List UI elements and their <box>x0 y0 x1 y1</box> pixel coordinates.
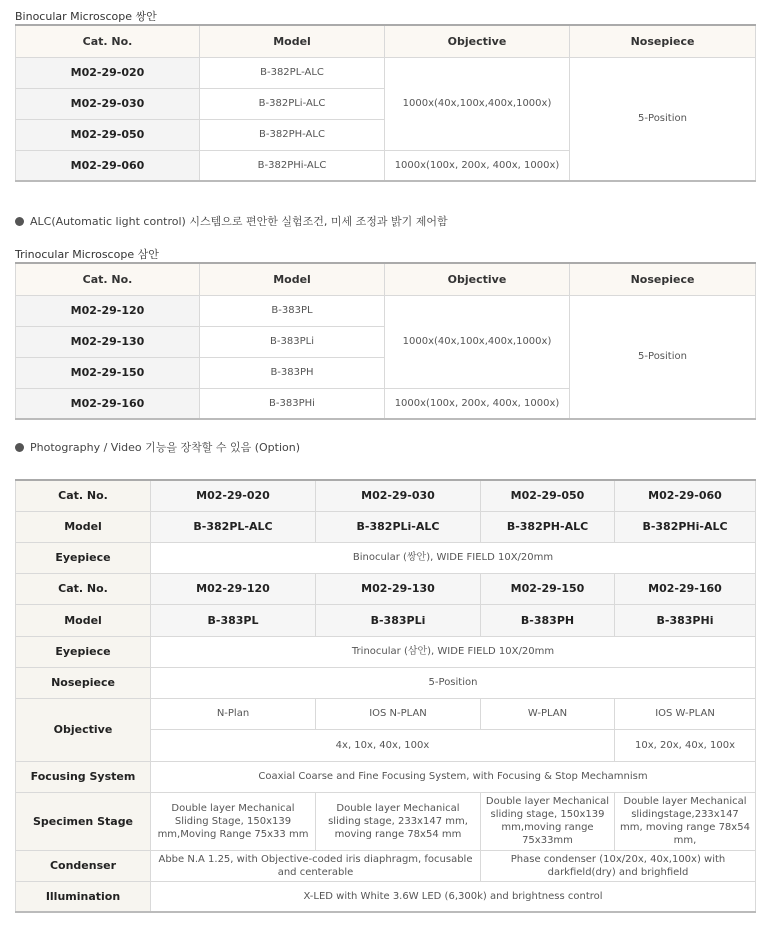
condenser-cell: Phase condenser (10x/20x, 40x,100x) with darkfield(dry) and brighfield <box>481 850 756 881</box>
nosepiece-cell: 5-Position <box>570 57 756 181</box>
objective-cell: 1000x(40x,100x,400x,1000x) <box>385 57 570 150</box>
stage-cell: Double layer Mechanical sliding stage, 150x139 mm,moving range 75x33mm <box>481 792 615 850</box>
photo-note <box>15 439 300 455</box>
cat-no-cell: M02-29-050 <box>481 480 615 511</box>
nosepiece-cell: 5-Position <box>570 295 756 419</box>
header-objective: Objective <box>385 25 570 57</box>
objective-mag-cell: 10x, 20x, 40x, 100x <box>615 729 756 761</box>
label-nosepiece: Nosepiece <box>16 667 151 698</box>
spec-table <box>15 479 756 913</box>
label-cat-no: Cat. No. <box>16 573 151 604</box>
label-specimen-stage: Specimen Stage <box>16 792 151 850</box>
model-cell: B-382PH-ALC <box>481 511 615 542</box>
header-cat-no: Cat. No. <box>16 25 200 57</box>
label-illumination: Illumination <box>16 881 151 912</box>
objective-type-cell: IOS W-PLAN <box>615 698 756 729</box>
model-cell: B-382PHi-ALC <box>615 511 756 542</box>
alc-note <box>15 213 448 229</box>
objective-cell: 1000x(100x, 200x, 400x, 1000x) <box>385 388 570 419</box>
trinocular-title: Trinocular Microscope 삼안 <box>15 248 159 261</box>
label-condenser: Condenser <box>16 850 151 881</box>
cat-no-cell: M02-29-160 <box>615 573 756 604</box>
objective-mag-cell: 4x, 10x, 40x, 100x <box>151 729 615 761</box>
model-cell: B-383PL <box>151 604 316 636</box>
trinocular-table <box>15 262 756 420</box>
cat-no-cell: M02-29-030 <box>316 480 481 511</box>
header-model: Model <box>200 25 385 57</box>
stage-cell: Double layer Mechanical slidingstage,233x147 mm, moving range 78x54 mm, <box>615 792 756 850</box>
model-cell: B-383PH <box>481 604 615 636</box>
bullet-icon <box>15 443 24 452</box>
label-model: Model <box>16 511 151 542</box>
cat-no-cell: M02-29-050 <box>16 119 200 150</box>
header-model: Model <box>200 263 385 295</box>
eyepiece-cell: Binocular (쌍안), WIDE FIELD 10X/20mm <box>151 542 756 573</box>
header-objective: Objective <box>385 263 570 295</box>
model-cell: B-382PLi-ALC <box>316 511 481 542</box>
condenser-cell: Abbe N.A 1.25, with Objective-coded iris diaphragm, focusable and centerable <box>151 850 481 881</box>
label-objective: Objective <box>16 698 151 761</box>
cat-no-cell: M02-29-150 <box>481 573 615 604</box>
label-eyepiece: Eyepiece <box>16 636 151 667</box>
model-cell: B-383PHi <box>200 388 385 419</box>
cat-no-cell: M02-29-020 <box>16 57 200 88</box>
model-cell: B-383PL <box>200 295 385 326</box>
cat-no-cell: M02-29-130 <box>16 326 200 357</box>
cat-no-cell: M02-29-030 <box>16 88 200 119</box>
label-model: Model <box>16 604 151 636</box>
model-cell: B-382PL-ALC <box>151 511 316 542</box>
objective-type-cell: IOS N-PLAN <box>316 698 481 729</box>
illumination-cell: X-LED with White 3.6W LED (6,300k) and brightness control <box>151 881 756 912</box>
cat-no-cell: M02-29-160 <box>16 388 200 419</box>
model-cell: B-382PHi-ALC <box>200 150 385 181</box>
model-cell: B-382PL-ALC <box>200 57 385 88</box>
stage-cell: Double layer Mechanical Sliding Stage, 150x139 mm,Moving Range 75x33 mm <box>151 792 316 850</box>
cat-no-cell: M02-29-130 <box>316 573 481 604</box>
label-cat-no: Cat. No. <box>16 480 151 511</box>
focusing-cell: Coaxial Coarse and Fine Focusing System, with Focusing & Stop Mechamnism <box>151 761 756 792</box>
header-cat-no: Cat. No. <box>16 263 200 295</box>
binocular-title: Binocular Microscope 쌍안 <box>15 10 157 23</box>
binocular-table <box>15 24 756 182</box>
objective-cell: 1000x(100x, 200x, 400x, 1000x) <box>385 150 570 181</box>
header-nosepiece: Nosepiece <box>570 263 756 295</box>
model-cell: B-382PH-ALC <box>200 119 385 150</box>
header-nosepiece: Nosepiece <box>570 25 756 57</box>
cat-no-cell: M02-29-060 <box>16 150 200 181</box>
label-eyepiece: Eyepiece <box>16 542 151 573</box>
photo-note-text: Photography / Video 기능을 장착할 수 있음 (Option) <box>30 441 301 454</box>
model-cell: B-382PLi-ALC <box>200 88 385 119</box>
cat-no-cell: M02-29-150 <box>16 357 200 388</box>
label-focusing-system: Focusing System <box>16 761 151 792</box>
cat-no-cell: M02-29-020 <box>151 480 316 511</box>
stage-cell: Double layer Mechanical sliding stage, 233x147 mm, moving range 78x54 mm <box>316 792 481 850</box>
bullet-icon <box>15 217 24 226</box>
model-cell: B-383PLi <box>200 326 385 357</box>
eyepiece-cell: Trinocular (삼안), WIDE FIELD 10X/20mm <box>151 636 756 667</box>
objective-type-cell: W-PLAN <box>481 698 615 729</box>
objective-type-cell: N-Plan <box>151 698 316 729</box>
objective-cell: 1000x(40x,100x,400x,1000x) <box>385 295 570 388</box>
model-cell: B-383PH <box>200 357 385 388</box>
cat-no-cell: M02-29-120 <box>151 573 316 604</box>
cat-no-cell: M02-29-060 <box>615 480 756 511</box>
model-cell: B-383PLi <box>316 604 481 636</box>
nosepiece-cell: 5-Position <box>151 667 756 698</box>
alc-note-text: ALC(Automatic light control) 시스템으로 편안한 실험조건, 미세 조정과 밝기 제어함 <box>30 215 448 228</box>
model-cell: B-383PHi <box>615 604 756 636</box>
cat-no-cell: M02-29-120 <box>16 295 200 326</box>
